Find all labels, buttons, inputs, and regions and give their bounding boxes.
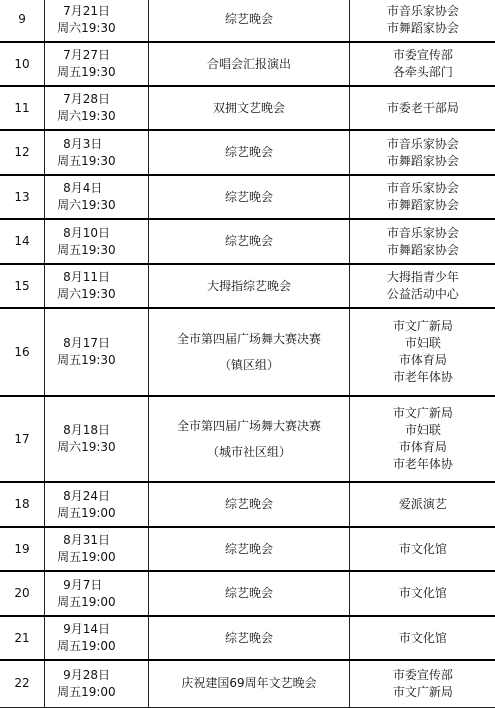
organizer-name: 各牵头部门 <box>392 65 453 79</box>
event-name-cell: 综艺晚会 <box>149 219 349 264</box>
organizer-cell <box>349 571 495 616</box>
event-name-cell: 综艺晚会 <box>149 130 349 175</box>
organizer-name: 市老年体协 <box>392 457 453 471</box>
event-name-cell: 综艺晚会 <box>149 527 349 571</box>
organizer-name: 大拇指青少年 <box>386 270 459 284</box>
organizer-cell <box>349 616 495 660</box>
event-name-cell: 大拇指综艺晚会 <box>149 264 349 308</box>
organizer-cell <box>349 527 495 571</box>
table-row <box>0 616 495 660</box>
event-name-cell: 双拥文艺晚会 <box>149 86 349 130</box>
row-number: 16 <box>0 308 45 396</box>
date-time-cell <box>45 86 149 130</box>
event-name-line: 全市第四届广场舞大赛决赛 <box>176 332 321 346</box>
event-name-cell: 综艺晚会 <box>149 571 349 616</box>
row-number: 20 <box>0 571 45 616</box>
organizer-name: 市文广新局 <box>392 319 453 333</box>
date-time-cell <box>45 396 149 482</box>
organizer-cell <box>349 175 495 219</box>
event-name-cell: 综艺晚会 <box>149 175 349 219</box>
date-text: 8月4日 <box>63 181 103 195</box>
event-name-line: （城市社区组） <box>206 445 291 459</box>
date-text: 9月28日 <box>63 667 110 682</box>
row-number: 10 <box>0 42 45 86</box>
event-name-cell: 综艺晚会 <box>149 616 349 660</box>
date-text: 8月3日 <box>63 136 103 151</box>
organizer-name: 市音乐家协会 <box>386 225 459 240</box>
organizer-cell <box>349 130 495 175</box>
organizer-name: 市老年体协 <box>392 370 453 384</box>
event-name-cell: 综艺晚会 <box>149 482 349 527</box>
organizer-name: 市妇联 <box>404 336 441 350</box>
time-text: 周五19:00 <box>57 684 116 699</box>
table-row <box>0 308 495 396</box>
row-number: 17 <box>0 396 45 482</box>
date-text: 8月31日 <box>63 533 110 547</box>
event-name-cell: 综艺晚会 <box>149 0 349 42</box>
date-text: 8月11日 <box>63 270 110 284</box>
organizer-cell <box>349 0 495 42</box>
row-number: 9 <box>0 0 45 42</box>
organizer-name: 市委宣传部 <box>392 48 453 62</box>
date-text: 7月21日 <box>63 3 110 18</box>
row-number: 13 <box>0 175 45 219</box>
organizer-cell <box>349 219 495 264</box>
organizer-name: 市音乐家协会 <box>386 181 459 195</box>
organizer-cell <box>349 86 495 130</box>
row-number: 11 <box>0 86 45 130</box>
table-row <box>0 86 495 130</box>
table-row <box>0 264 495 308</box>
organizer-name: 市音乐家协会 <box>386 3 459 18</box>
date-time-cell <box>45 616 149 660</box>
date-time-cell <box>45 42 149 86</box>
row-number: 14 <box>0 219 45 264</box>
organizer-name: 市委老干部局 <box>386 100 459 115</box>
table-row <box>0 130 495 175</box>
date-text: 8月18日 <box>63 423 110 437</box>
time-text: 周六19:30 <box>57 287 116 301</box>
event-name-cell: 合唱会汇报演出 <box>149 42 349 86</box>
date-text: 7月27日 <box>63 48 110 62</box>
event-name-cell: 庆祝建国69周年文艺晚会 <box>149 660 349 707</box>
table-row <box>0 396 495 482</box>
row-number: 15 <box>0 264 45 308</box>
event-name-cell <box>149 308 349 396</box>
organizer-cell <box>349 660 495 707</box>
table-row <box>0 0 495 42</box>
organizer-name: 市舞蹈家协会 <box>386 242 459 257</box>
organizer-name: 市舞蹈家协会 <box>386 198 459 212</box>
organizer-cell <box>349 42 495 86</box>
row-number: 19 <box>0 527 45 571</box>
organizer-name: 市文广新局 <box>392 684 453 699</box>
organizer-name: 市音乐家协会 <box>386 136 459 151</box>
date-time-cell <box>45 219 149 264</box>
date-time-cell <box>45 264 149 308</box>
date-time-cell <box>45 130 149 175</box>
date-text: 8月10日 <box>63 225 110 240</box>
organizer-name: 市体育局 <box>398 440 447 454</box>
date-time-cell <box>45 527 149 571</box>
time-text: 周五19:00 <box>57 594 116 609</box>
organizer-name: 市妇联 <box>404 423 441 437</box>
date-text: 9月7日 <box>63 577 103 592</box>
date-time-cell <box>45 571 149 616</box>
organizer-name: 市体育局 <box>398 353 447 367</box>
time-text: 周六19:30 <box>57 109 116 123</box>
row-number: 22 <box>0 660 45 707</box>
organizer-cell <box>349 396 495 482</box>
date-text: 7月28日 <box>63 92 110 106</box>
time-text: 周五19:30 <box>57 65 116 79</box>
event-name-line: 全市第四届广场舞大赛决赛 <box>176 419 321 433</box>
date-time-cell <box>45 0 149 42</box>
table-row <box>0 482 495 527</box>
date-text: 8月24日 <box>63 488 110 503</box>
time-text: 周六19:30 <box>57 440 116 454</box>
time-text: 周六19:30 <box>57 20 116 35</box>
organizer-name: 爱派演艺 <box>398 497 447 511</box>
organizer-cell <box>349 264 495 308</box>
row-number: 21 <box>0 616 45 660</box>
table-row <box>0 42 495 86</box>
organizer-name: 市舞蹈家协会 <box>386 153 459 168</box>
date-text: 8月17日 <box>63 336 110 350</box>
organizer-name: 公益活动中心 <box>386 287 459 301</box>
time-text: 周五19:00 <box>57 550 116 564</box>
table-row <box>0 660 495 707</box>
organizer-name: 市文化馆 <box>398 630 447 645</box>
organizer-cell <box>349 308 495 396</box>
row-number: 12 <box>0 130 45 175</box>
organizer-name: 市文化馆 <box>398 586 447 600</box>
date-time-cell <box>45 175 149 219</box>
time-text: 周五19:00 <box>57 505 116 520</box>
table-row <box>0 571 495 616</box>
event-name-line: （镇区组） <box>218 358 279 372</box>
time-text: 周六19:30 <box>57 198 116 212</box>
time-text: 周五19:30 <box>57 242 116 257</box>
time-text: 周五19:00 <box>57 639 116 653</box>
organizer-cell <box>349 482 495 527</box>
date-time-cell <box>45 308 149 396</box>
table-row <box>0 219 495 264</box>
organizer-name: 市文广新局 <box>392 406 453 420</box>
organizer-name: 市委宣传部 <box>392 667 453 682</box>
event-name-cell <box>149 396 349 482</box>
organizer-name: 市舞蹈家协会 <box>386 20 459 35</box>
date-text: 9月14日 <box>63 622 110 636</box>
row-number: 18 <box>0 482 45 527</box>
table-row <box>0 175 495 219</box>
time-text: 周五19:30 <box>57 153 116 168</box>
date-time-cell <box>45 482 149 527</box>
table-row <box>0 527 495 571</box>
time-text: 周五19:30 <box>57 353 116 367</box>
organizer-name: 市文化馆 <box>398 541 447 556</box>
date-time-cell <box>45 660 149 707</box>
